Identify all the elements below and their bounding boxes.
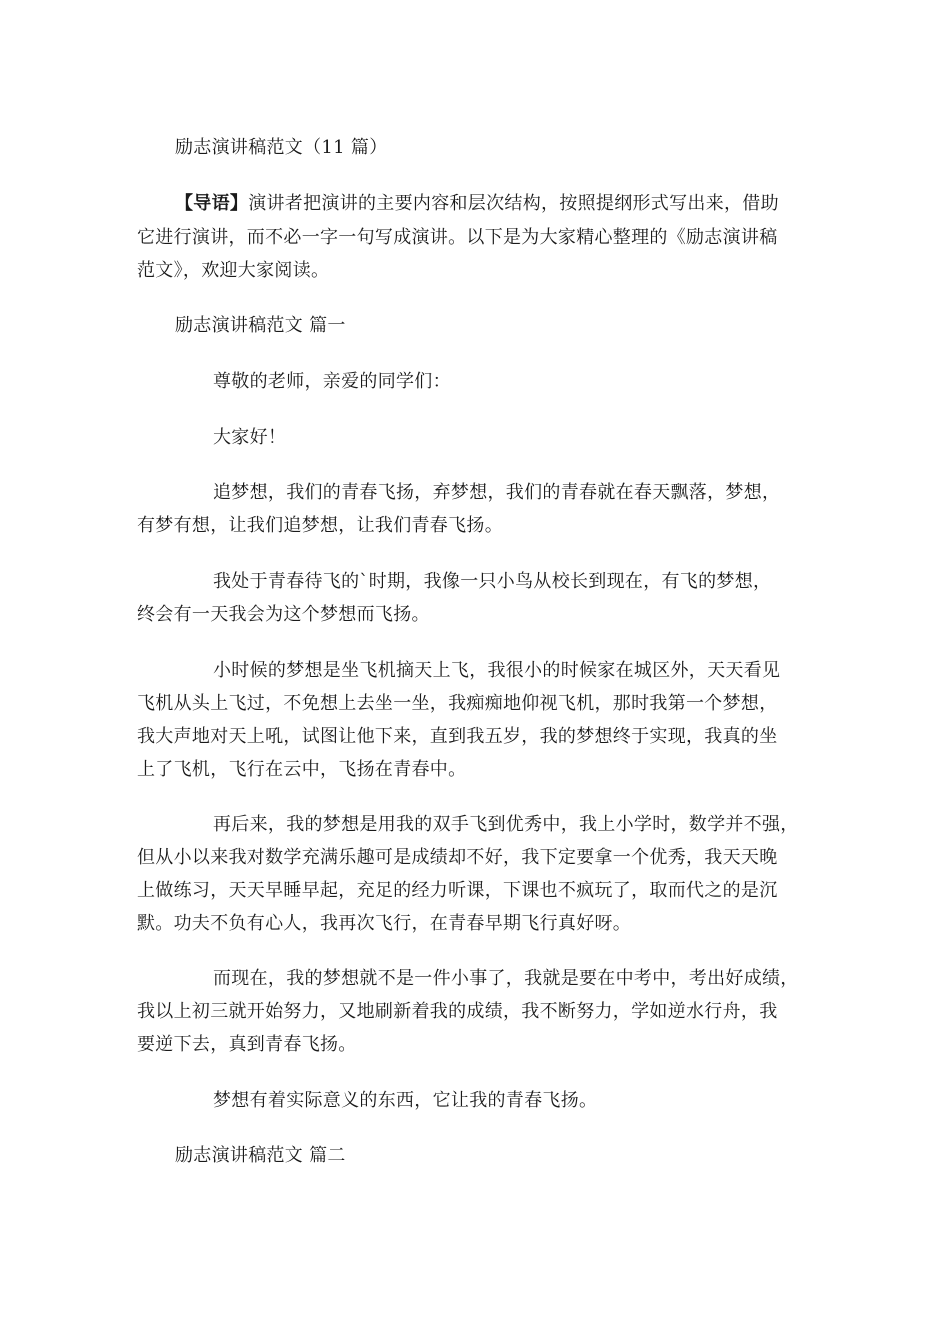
paragraph-line: 飞机从头上飞过，不免想上去坐一坐，我痴痴地仰视飞机，那时我第一个梦想， xyxy=(137,693,778,714)
section-heading-1: 励志演讲稿范文 篇一 xyxy=(175,315,346,336)
paragraph-line: 而现在，我的梦想就不是一件小事了，我就是要在中考中，考出好成绩， xyxy=(213,968,799,989)
paragraph-line: 小时候的梦想是坐飞机摘天上飞，我很小的时候家在城区外，天天看见 xyxy=(213,660,781,681)
intro-text-1: 演讲者把演讲的主要内容和层次结构，按照提纲形式写出来，借助 xyxy=(248,193,779,214)
paragraph-line: 我处于青春待飞的`时期，我像一只小鸟从校长到现在，有飞的梦想， xyxy=(213,571,772,592)
document-title: 励志演讲稿范文（11 篇） xyxy=(175,137,388,158)
paragraph-line: 我以上初三就开始努力，又地刷新着我的成绩，我不断努力，学如逆水行舟，我 xyxy=(137,1001,778,1022)
section-heading-2: 励志演讲稿范文 篇二 xyxy=(175,1145,346,1166)
paragraph-line: 有梦有想，让我们追梦想，让我们青春飞扬。 xyxy=(137,515,503,536)
paragraph-line: 但从小以来我对数学充满乐趣可是成绩却不好，我下定要拿一个优秀，我天天晚 xyxy=(137,847,778,868)
paragraph-line: 梦想有着实际意义的东西，它让我的青春飞扬。 xyxy=(213,1090,598,1111)
paragraph-line: 要逆下去，真到青春飞扬。 xyxy=(137,1034,357,1055)
intro-line-2: 它进行演讲，而不必一字一句写成演讲。以下是为大家精心整理的《励志演讲稿 xyxy=(137,227,778,248)
paragraph-line: 终会有一天我会为这个梦想而飞扬。 xyxy=(137,604,430,625)
intro-lead: 【导语】 xyxy=(175,193,249,214)
paragraph-line: 追梦想，我们的青春飞扬，弃梦想，我们的青春就在春天飘落，梦想， xyxy=(213,482,781,503)
paragraph-line: 我大声地对天上吼，试图让他下来，直到我五岁，我的梦想终于实现，我真的坐 xyxy=(137,726,778,747)
paragraph-line: 上做练习，天天早睡早起，充足的经力听课，下课也不疯玩了，取而代之的是沉 xyxy=(137,880,778,901)
intro-line-3: 范文》，欢迎大家阅读。 xyxy=(137,260,330,281)
paragraph-line: 上了飞机，飞行在云中，飞扬在青春中。 xyxy=(137,759,467,780)
paragraph-line: 默。功夫不负有心人，我再次飞行，在青春早期飞行真好呀。 xyxy=(137,913,632,934)
paragraph-line: 再后来，我的梦想是用我的双手飞到优秀中，我上小学时，数学并不强， xyxy=(213,814,799,835)
intro-line-1 xyxy=(175,192,779,216)
salutation: 尊敬的老师，亲爱的同学们： xyxy=(213,371,451,392)
greeting: 大家好！ xyxy=(213,427,287,448)
